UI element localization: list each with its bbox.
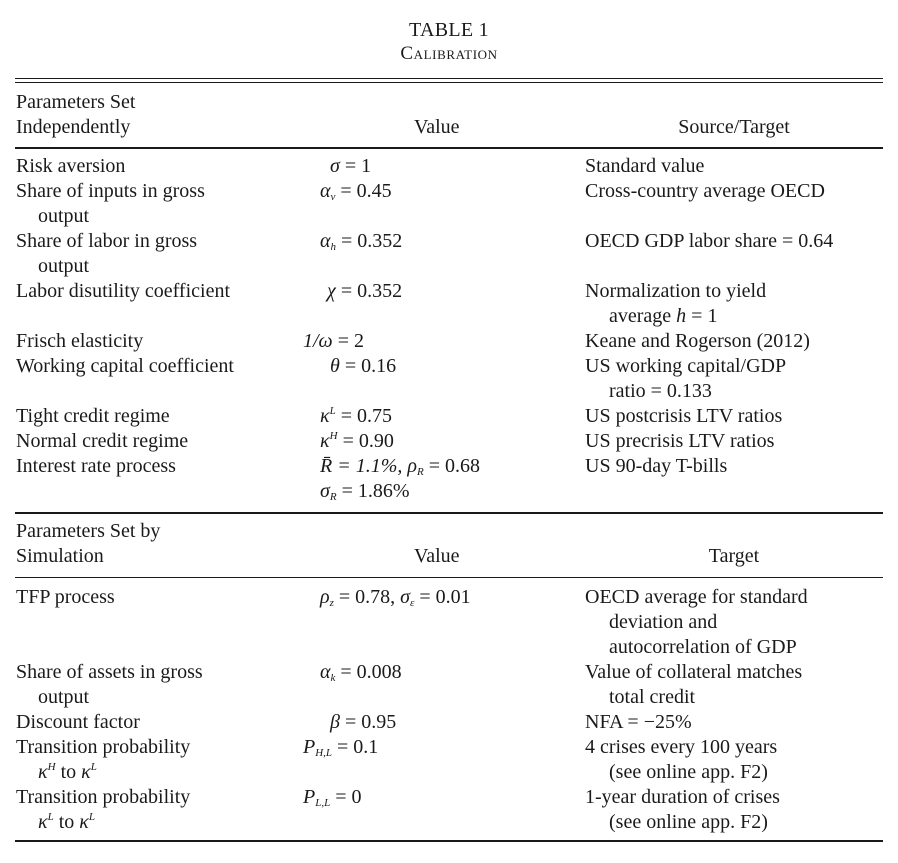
section1-header: Parameters Set Independently Value Source/Target [0,90,898,140]
section-divider-rule [15,512,883,514]
table-row [0,404,898,429]
table-row [0,329,898,354]
param-header-line1: Parameters Set by [16,520,161,542]
param-header-line2: Simulation [16,545,104,567]
bottom-rule [15,840,883,842]
param-cell: Risk aversion [16,155,126,177]
value-cell: β = 0.95 [330,711,397,733]
top-rule [15,78,883,79]
source-header: Source/Target [678,116,790,138]
table-row [0,429,898,454]
param-cell: Interest rate process [16,455,176,477]
param-cell-line2: $\kappa^H$ to $\kappa^L$ [38,761,97,783]
param-cell: Share of assets in gross output [16,661,203,708]
param-cell: Labor disutility coefficient [16,280,231,302]
param-header-line1: Parameters Set [16,91,136,113]
value-cell: $P_{L,L} = 0$ [303,786,362,809]
table-row [0,279,898,329]
table-row [0,454,898,504]
value-cell: $\alpha_v = 0.45$ [320,180,392,203]
table-row [0,660,898,710]
section1-body [0,154,898,504]
param-cell: Share of inputs in gross output [16,180,205,227]
param-cell: Discount factor [16,711,140,733]
param-cell: Working capital coefficient [16,355,234,377]
source-cell: 1-year duration of crises (see online app. F2) [585,786,780,833]
section2-header-rule [15,577,883,578]
value-cell: $\kappa^L = 0.75$ [320,405,393,427]
table-row [0,710,898,735]
param-cell: Frisch elasticity [16,330,144,352]
section2-body [0,585,898,835]
table-caption: Calibration [400,43,498,64]
source-cell: OECD average for standard deviation and autocorrelation of GDP [585,586,808,658]
source-cell: NFA = −25% [585,711,692,733]
value-cell: $\kappa^H = 0.90$ [320,430,394,452]
param-cell: Share of labor in gross output [16,230,198,277]
table-row [0,354,898,404]
param-cell: Tight credit regime [16,405,170,427]
top-rule-second [15,82,883,83]
param-cell: Normal credit regime [16,430,189,452]
source-cell-line2: average h = 1 [609,305,718,327]
section1-param-header [16,90,301,140]
table-row [0,229,898,279]
table-row [0,735,898,785]
value-cell: θ = 0.16 [330,355,397,377]
value-cell: $P_{H,L} = 0.1$ [303,736,379,759]
param-cell: Transition probability $\kappa^H$ to $\kappa^L$ [16,735,301,785]
value-cell: χ = 0.352 [327,280,403,302]
param-cell-line2: $\kappa^L$ to $\kappa^L$ [38,811,96,833]
table-number: TABLE 1 [409,19,489,41]
target-header: Target [708,545,760,567]
value-cell: R̄ = 1.1%, $\rho_R = 0.68$ $\sigma_R = 1.86\%$ [320,455,480,503]
param-header-line2: Independently [16,116,131,138]
source-cell: US 90-day T-bills [585,455,728,477]
source-cell: Cross-country average OECD [585,180,825,202]
source-cell: Keane and Rogerson (2012) [585,330,810,352]
source-cell: Value of collateral matches total credit [585,661,803,708]
param-cell: Transition probability $\kappa^L$ to $\kappa^L$ [16,785,301,835]
table-row [0,585,898,660]
param-cell: TFP process [16,586,115,608]
section2-param-header [16,519,301,569]
value-cell: 1/ω = 2 [303,330,364,352]
section1-header-rule [15,147,883,149]
source-cell: US postcrisis LTV ratios [585,405,783,427]
source-cell: US precrisis LTV ratios [585,430,775,452]
source-cell: Standard value [585,155,705,177]
value-cell: σ = 1 [330,155,372,177]
source-cell: US working capital/GDP ratio = 0.133 [585,355,787,402]
table-row [0,179,898,229]
source-cell: Normalization to yield average h = 1 [585,279,890,329]
value-cell: $\rho_z = 0.78$, $\sigma_\varepsilon = 0.01$ [320,586,471,609]
table-title-block [0,18,898,66]
source-cell: OECD GDP labor share = 0.64 [585,230,834,252]
source-cell: 4 crises every 100 years (see online app. F2) [585,736,778,783]
table-row [0,785,898,835]
value-cell: $\alpha_k = 0.008$ [320,661,402,684]
section2-header: Parameters Set by Simulation Value Target [0,519,898,569]
value-cell: $\alpha_h = 0.352$ [320,230,403,253]
table-row [0,154,898,179]
